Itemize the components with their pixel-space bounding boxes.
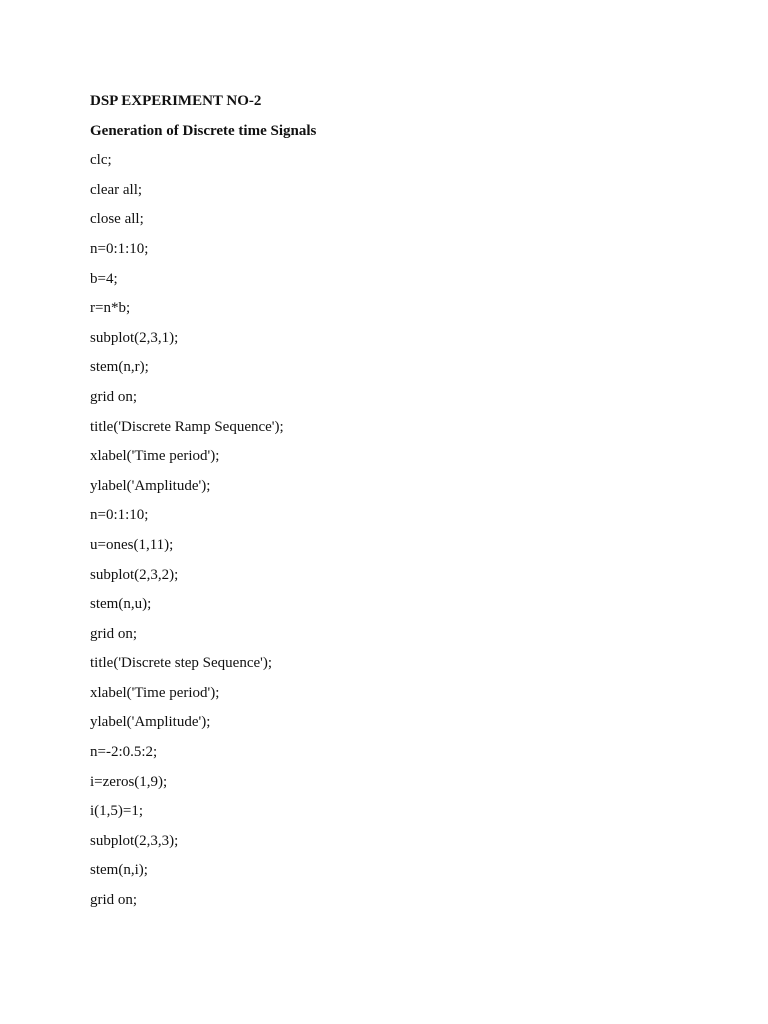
code-line: clc; — [90, 152, 112, 169]
code-line: title('Discrete Ramp Sequence'); — [90, 418, 284, 435]
code-line: n=-2:0.5:2; — [90, 744, 158, 761]
code-line: grid on; — [90, 625, 138, 642]
code-line: xlabel('Time period'); — [90, 448, 220, 465]
document-body — [90, 89, 710, 918]
document-heading: DSP EXPERIMENT NO-2 — [90, 93, 262, 109]
code-line: n=0:1:10; — [90, 240, 149, 257]
code-line: r=n*b; — [90, 300, 131, 317]
code-line: title('Discrete step Sequence'); — [90, 655, 272, 672]
code-line: i=zeros(1,9); — [90, 773, 168, 790]
code-line: stem(n,i); — [90, 862, 148, 879]
code-line: n=0:1:10; — [90, 507, 149, 524]
code-line: subplot(2,3,1); — [90, 329, 179, 346]
code-line: grid on; — [90, 892, 138, 909]
code-line: stem(n,r); — [90, 359, 149, 376]
code-line: u=ones(1,11); — [90, 536, 174, 553]
code-line: subplot(2,3,2); — [90, 566, 179, 583]
code-line: clear all; — [90, 181, 143, 198]
code-line: stem(n,u); — [90, 596, 152, 613]
code-line: i(1,5)=1; — [90, 803, 144, 820]
code-line: xlabel('Time period'); — [90, 684, 220, 701]
code-line: ylabel('Amplitude'); — [90, 714, 211, 731]
code-line: ylabel('Amplitude'); — [90, 477, 211, 494]
code-line: close all; — [90, 211, 144, 228]
document-subheading: Generation of Discrete time Signals — [90, 122, 317, 139]
code-line: grid on; — [90, 388, 138, 405]
code-line: subplot(2,3,3); — [90, 832, 179, 849]
code-line: b=4; — [90, 270, 118, 287]
